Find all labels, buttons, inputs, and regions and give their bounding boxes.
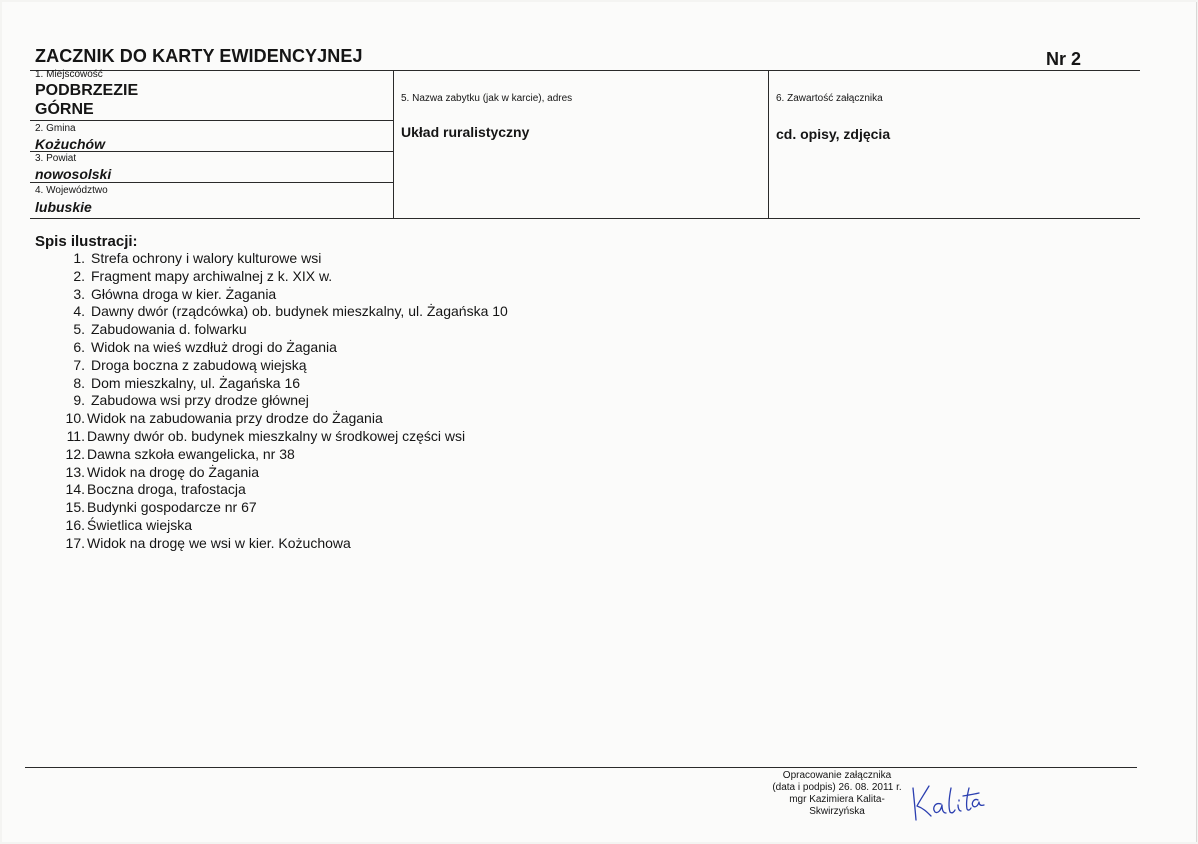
list-item-text: Zabudowania d. folwarku: [91, 321, 247, 338]
list-item: [35, 339, 508, 357]
field-label-powiat: 3. Powiat: [35, 153, 77, 164]
table-bottom-border: [30, 218, 1140, 219]
column-divider-2: [768, 70, 769, 218]
field-value-miejscowosc-line1: PODBRZEZIE: [35, 82, 139, 99]
list-item-number: 5.: [73, 321, 85, 338]
row-divider-3: [30, 182, 393, 183]
field-label-zawartosc: 6. Zawartość załącznika: [776, 93, 883, 104]
list-item-number: 6.: [73, 338, 85, 355]
document-sheet: [2, 2, 1197, 842]
prepared-by-line3: mgr Kazimiera Kalita-: [789, 794, 885, 805]
list-item-number: 13.: [65, 463, 85, 480]
list-item: [35, 250, 508, 268]
list-item: [35, 321, 508, 339]
handwritten-signature: [907, 778, 989, 824]
list-item: [35, 286, 508, 304]
list-item: [35, 303, 508, 321]
prepared-by-block: [762, 770, 912, 818]
list-item: [35, 375, 508, 393]
list-item: [35, 535, 508, 553]
table-top-border: [30, 70, 1140, 71]
field-value-wojewodztwo: lubuskie: [35, 199, 92, 215]
list-item-number: 17.: [65, 534, 85, 551]
field-value-gmina: Kożuchów: [35, 136, 105, 152]
list-item-number: 8.: [73, 374, 85, 391]
list-item: [35, 499, 508, 517]
field-value-zawartosc: cd. opisy, zdjęcia: [776, 126, 891, 142]
list-item: [35, 517, 508, 535]
list-item-text: Boczna droga, trafostacja: [87, 481, 246, 498]
list-item: [35, 268, 508, 286]
list-item: [35, 357, 508, 375]
list-item-number: 15.: [65, 499, 85, 516]
list-item-text: Dawny dwór ob. budynek mieszkalny w środkowej części wsi: [87, 427, 466, 444]
list-item-text: Droga boczna z zabudową wiejską: [91, 356, 307, 373]
field-label-nazwa-zabytku: 5. Nazwa zabytku (jak w karcie), adres: [401, 93, 573, 104]
list-item-number: 1.: [73, 250, 85, 266]
list-item: [35, 481, 508, 499]
footer-rule: [25, 767, 1137, 768]
list-item-text: Budynki gospodarcze nr 67: [87, 499, 257, 516]
list-item-text: Strefa ochrony i walory kulturowe wsi: [91, 250, 322, 266]
list-item: [35, 428, 508, 446]
list-item-number: 16.: [65, 516, 85, 533]
list-item: [35, 464, 508, 482]
prepared-by-line1: Opracowanie załącznika: [782, 770, 892, 781]
row-divider-1: [30, 120, 393, 121]
illustrations-list: [35, 250, 508, 553]
list-item-text: Widok na wieś wzdłuż drogi do Żagania: [91, 338, 337, 355]
list-item: [35, 410, 508, 428]
list-item-number: 9.: [73, 392, 85, 409]
list-item-text: Dawny dwór (rządcówka) ob. budynek mieszkalny, ul. Żagańska 10: [91, 303, 508, 320]
list-item-text: Zabudowa wsi przy drodze głównej: [91, 392, 309, 409]
list-item-text: Świetlica wiejska: [87, 516, 193, 533]
list-item-number: 7.: [73, 356, 85, 373]
list-item-number: 10.: [65, 410, 85, 427]
field-value-miejscowosc-line2: GÓRNE: [35, 101, 94, 118]
field-label-gmina: 2. Gmina: [35, 123, 76, 134]
list-item-number: 4.: [73, 303, 85, 320]
field-value-nazwa-zabytku: Układ ruralistyczny: [401, 124, 530, 140]
list-item: [35, 392, 508, 410]
list-item-text: Dawna szkoła ewangelicka, nr 38: [87, 445, 295, 462]
list-item-number: 3.: [73, 285, 85, 302]
list-item-text: Widok na drogę do Żagania: [87, 463, 259, 480]
list-item-number: 2.: [73, 267, 85, 284]
list-item-text: Widok na zabudowania przy drodze do Żagania: [87, 410, 383, 427]
field-label-miejscowosc: 1. Miejscowość: [35, 69, 103, 80]
list-item-text: Główna droga w kier. Żagania: [91, 285, 277, 302]
list-item: [35, 446, 508, 464]
document-title: ZACZNIK DO KARTY EWIDENCYJNEJ: [35, 46, 363, 66]
prepared-by-line2: (data i podpis) 26. 08. 2011 r.: [772, 782, 902, 793]
field-value-powiat: nowosolski: [35, 166, 112, 182]
list-item-text: Fragment mapy archiwalnej z k. XIX w.: [91, 267, 333, 284]
list-item-number: 11.: [66, 427, 85, 444]
illustrations-heading: Spis ilustracji:: [35, 233, 138, 250]
list-item-number: 14.: [65, 481, 85, 498]
prepared-by-line4: Skwirzyńska: [809, 806, 865, 817]
list-item-text: Widok na drogę we wsi w kier. Kożuchowa: [87, 534, 351, 551]
document-number: Nr 2: [1046, 49, 1082, 69]
column-divider-1: [393, 70, 394, 218]
field-label-wojewodztwo: 4. Województwo: [35, 185, 108, 196]
list-item-number: 12.: [65, 445, 85, 462]
list-item-text: Dom mieszkalny, ul. Żagańska 16: [91, 374, 301, 391]
